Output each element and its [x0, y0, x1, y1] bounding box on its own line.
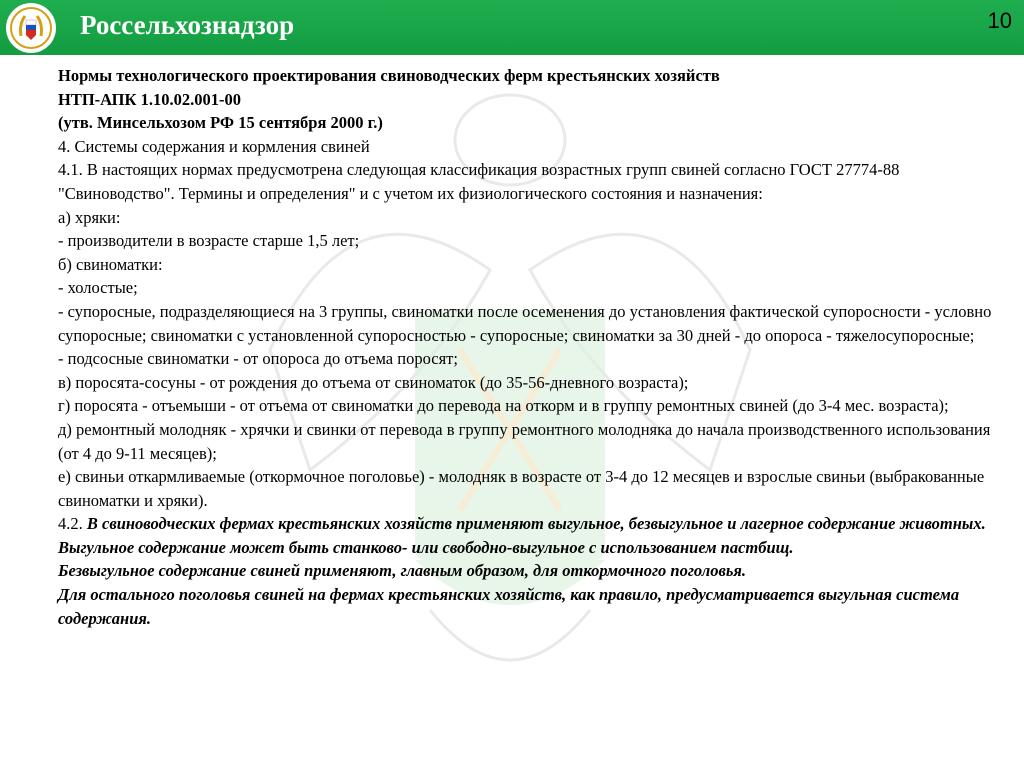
document-code: НТП-АПК 1.10.02.001-00 — [58, 89, 241, 109]
document-body — [58, 64, 998, 630]
section-title: 4. Системы содержания и кормления свиней — [58, 136, 370, 156]
italic-line: Безвыгульное содержание свиней применяют, главным образом, для откормочного поголовья. — [58, 561, 747, 581]
list-item: б) свиноматки: — [58, 254, 163, 274]
page-number: 10 — [987, 8, 1012, 33]
paragraph-4-1: 4.1. В настоящих нормах предусмотрена следующая классификация возрастных групп свиней согласно ГОСТ 27774-88 "Свиноводство". Термины и определения" и с учетом их физиологического состояния и назначения: — [58, 160, 900, 203]
list-item: - производители в возрасте старше 1,5 лет; — [58, 231, 360, 251]
list-item: д) ремонтный молодняк - хрячки и свинки от перевода в группу ремонтного молодняка до начала производственного использования (от 4 до 9-11 месяцев); — [58, 419, 991, 463]
list-item: в) поросята-сосуны - от рождения до отъема от свиноматок (до 35-56-дневного возраста); — [58, 372, 689, 392]
list-item: - холостые; — [58, 278, 138, 298]
italic-line: Выгульное содержание может быть станково- или свободно-выгульное с использованием пастбищ. — [58, 537, 794, 557]
header-bar — [0, 0, 1024, 55]
paragraph-4-2-prefix: 4.2. — [58, 514, 87, 534]
list-item: г) поросята - отъемыши - от отъема от свиноматки до перевода на откорм и в группу ремонтных свиней (до 3-4 мес. возраста); — [58, 396, 949, 416]
list-item: а) хряки: — [58, 207, 121, 227]
header-title: Россельхознадзор — [80, 10, 295, 40]
list-item: - супоросные, подразделяющиеся на 3 группы, свиноматки после осеменения до установления фактической супоросности - условно супоросные; свиноматки с установленной супоросностью - супоросные; свиноматки за 30 дней - до опороса - тяжелосупоросные; — [58, 301, 992, 345]
document-approval: (утв. Минсельхозом РФ 15 сентября 2000 г.) — [58, 113, 383, 133]
list-item: е) свиньи откармливаемые (откормочное поголовье) - молодняк в возрасте от 3-4 до 12 месяцев и взрослые свиньи (выбракованные свиноматки и хряки). — [58, 467, 985, 510]
document-heading-line: Нормы технологического проектирования свиноводческих ферм крестьянских хозяйств — [58, 66, 720, 85]
paragraph-4-2 — [58, 512, 998, 536]
paragraph-4-2-text: В свиноводческих фермах крестьянских хозяйств применяют выгульное, безвыгульное и лагерное содержание животных. — [86, 514, 986, 534]
wheat-emblem-icon — [6, 3, 56, 53]
list-item: - подсосные свиноматки - от опороса до отъема поросят; — [58, 349, 458, 369]
italic-line: Для остального поголовья свиней на фермах крестьянских хозяйств, как правило, предусматривается выгульная система содержания. — [58, 585, 960, 628]
